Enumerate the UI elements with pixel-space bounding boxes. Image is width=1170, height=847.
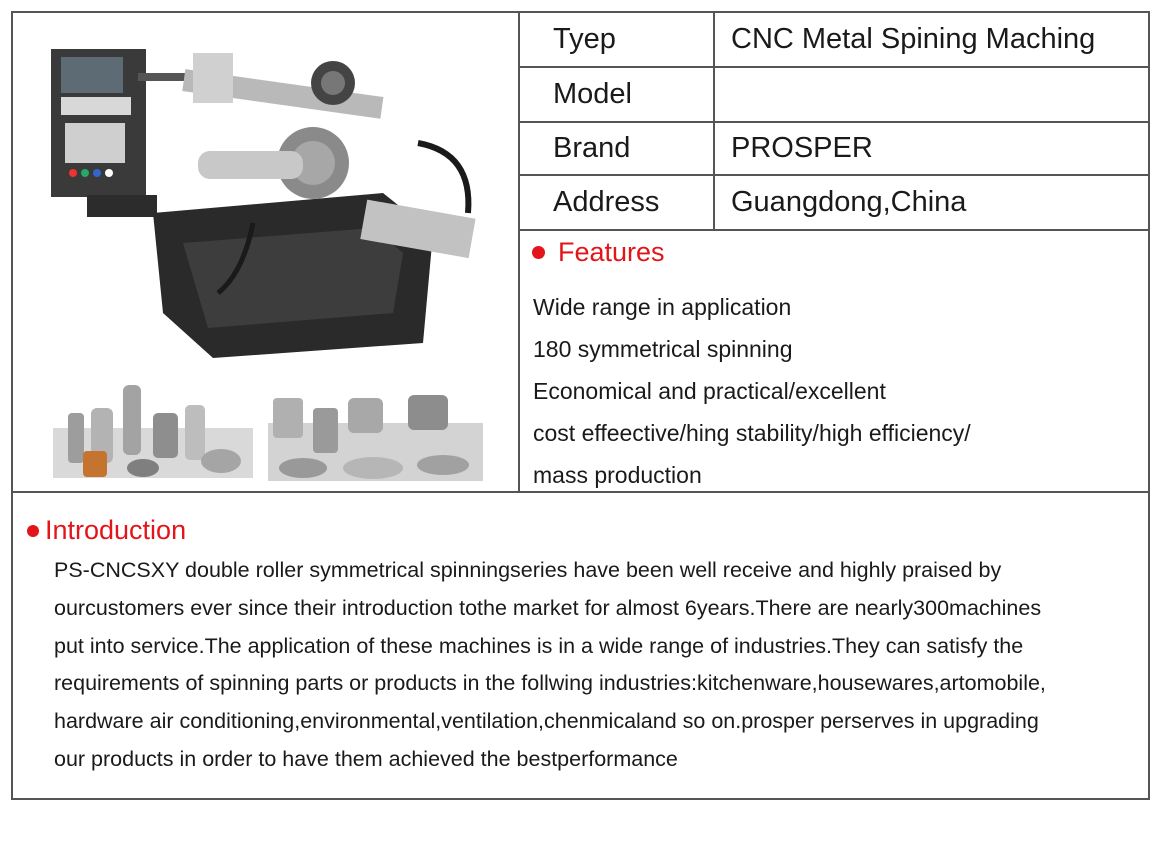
cnc-machine-illustration	[13, 13, 519, 492]
feature-item: 180 symmetrical spinning	[533, 336, 793, 362]
intro-line: put into service.The application of these machines is in a wide range of industries.They can satisfy the	[54, 633, 1024, 658]
spec-value: CNC Metal Spining Maching	[731, 23, 1096, 55]
features-heading	[532, 237, 665, 268]
feature-item: Economical and practical/excellent	[533, 378, 886, 404]
spun-parts-left	[53, 385, 253, 478]
product-sheet	[11, 11, 1150, 800]
spec-row-brand	[520, 123, 1148, 176]
spec-value: Guangdong,China	[731, 186, 967, 218]
intro-line: requirements of spinning parts or products in the follwing industries:kitchenware,housewares,artomobile,	[54, 671, 1046, 696]
introduction-heading	[27, 515, 186, 546]
bullet-icon	[27, 525, 39, 537]
introduction-title: Introduction	[45, 515, 187, 545]
features-list	[533, 286, 971, 496]
introduction-section	[13, 493, 1148, 800]
spec-key: Address	[520, 176, 715, 229]
spun-parts-right	[268, 395, 483, 481]
spec-key: Tyep	[520, 13, 715, 66]
tube-workpiece	[198, 151, 303, 179]
spec-value	[715, 68, 1148, 121]
spec-row-address	[520, 176, 1148, 231]
spec-key: Brand	[520, 123, 715, 174]
spec-key: Model	[520, 68, 715, 121]
intro-line: hardware air conditioning,environmental,ventilation,chenmicaland so on.prosper perserves in upgrading	[54, 709, 1039, 734]
introduction-body	[54, 552, 1146, 779]
spec-row-model	[520, 68, 1148, 123]
intro-line: PS-CNCSXY double roller symmetrical spinningseries have been well receive and highly praised by	[54, 558, 1002, 582]
features-title: Features	[558, 237, 665, 267]
intro-line: ourcustomers ever since their introduction tothe market for almost 6years.There are nearly300machines	[54, 595, 1042, 620]
bullet-icon	[532, 246, 545, 259]
control-screen	[61, 57, 123, 93]
product-photo-cell	[13, 13, 519, 492]
spec-row-type	[520, 13, 1148, 68]
feature-item: mass production	[533, 462, 702, 488]
feature-item: cost effeective/hing stability/high efficiency/	[533, 420, 971, 446]
intro-line: our products in order to have them achieved the bestperformance	[54, 746, 678, 771]
spec-value: PROSPER	[731, 132, 873, 164]
feature-item: Wide range in application	[533, 294, 792, 320]
features-section	[520, 229, 1148, 491]
